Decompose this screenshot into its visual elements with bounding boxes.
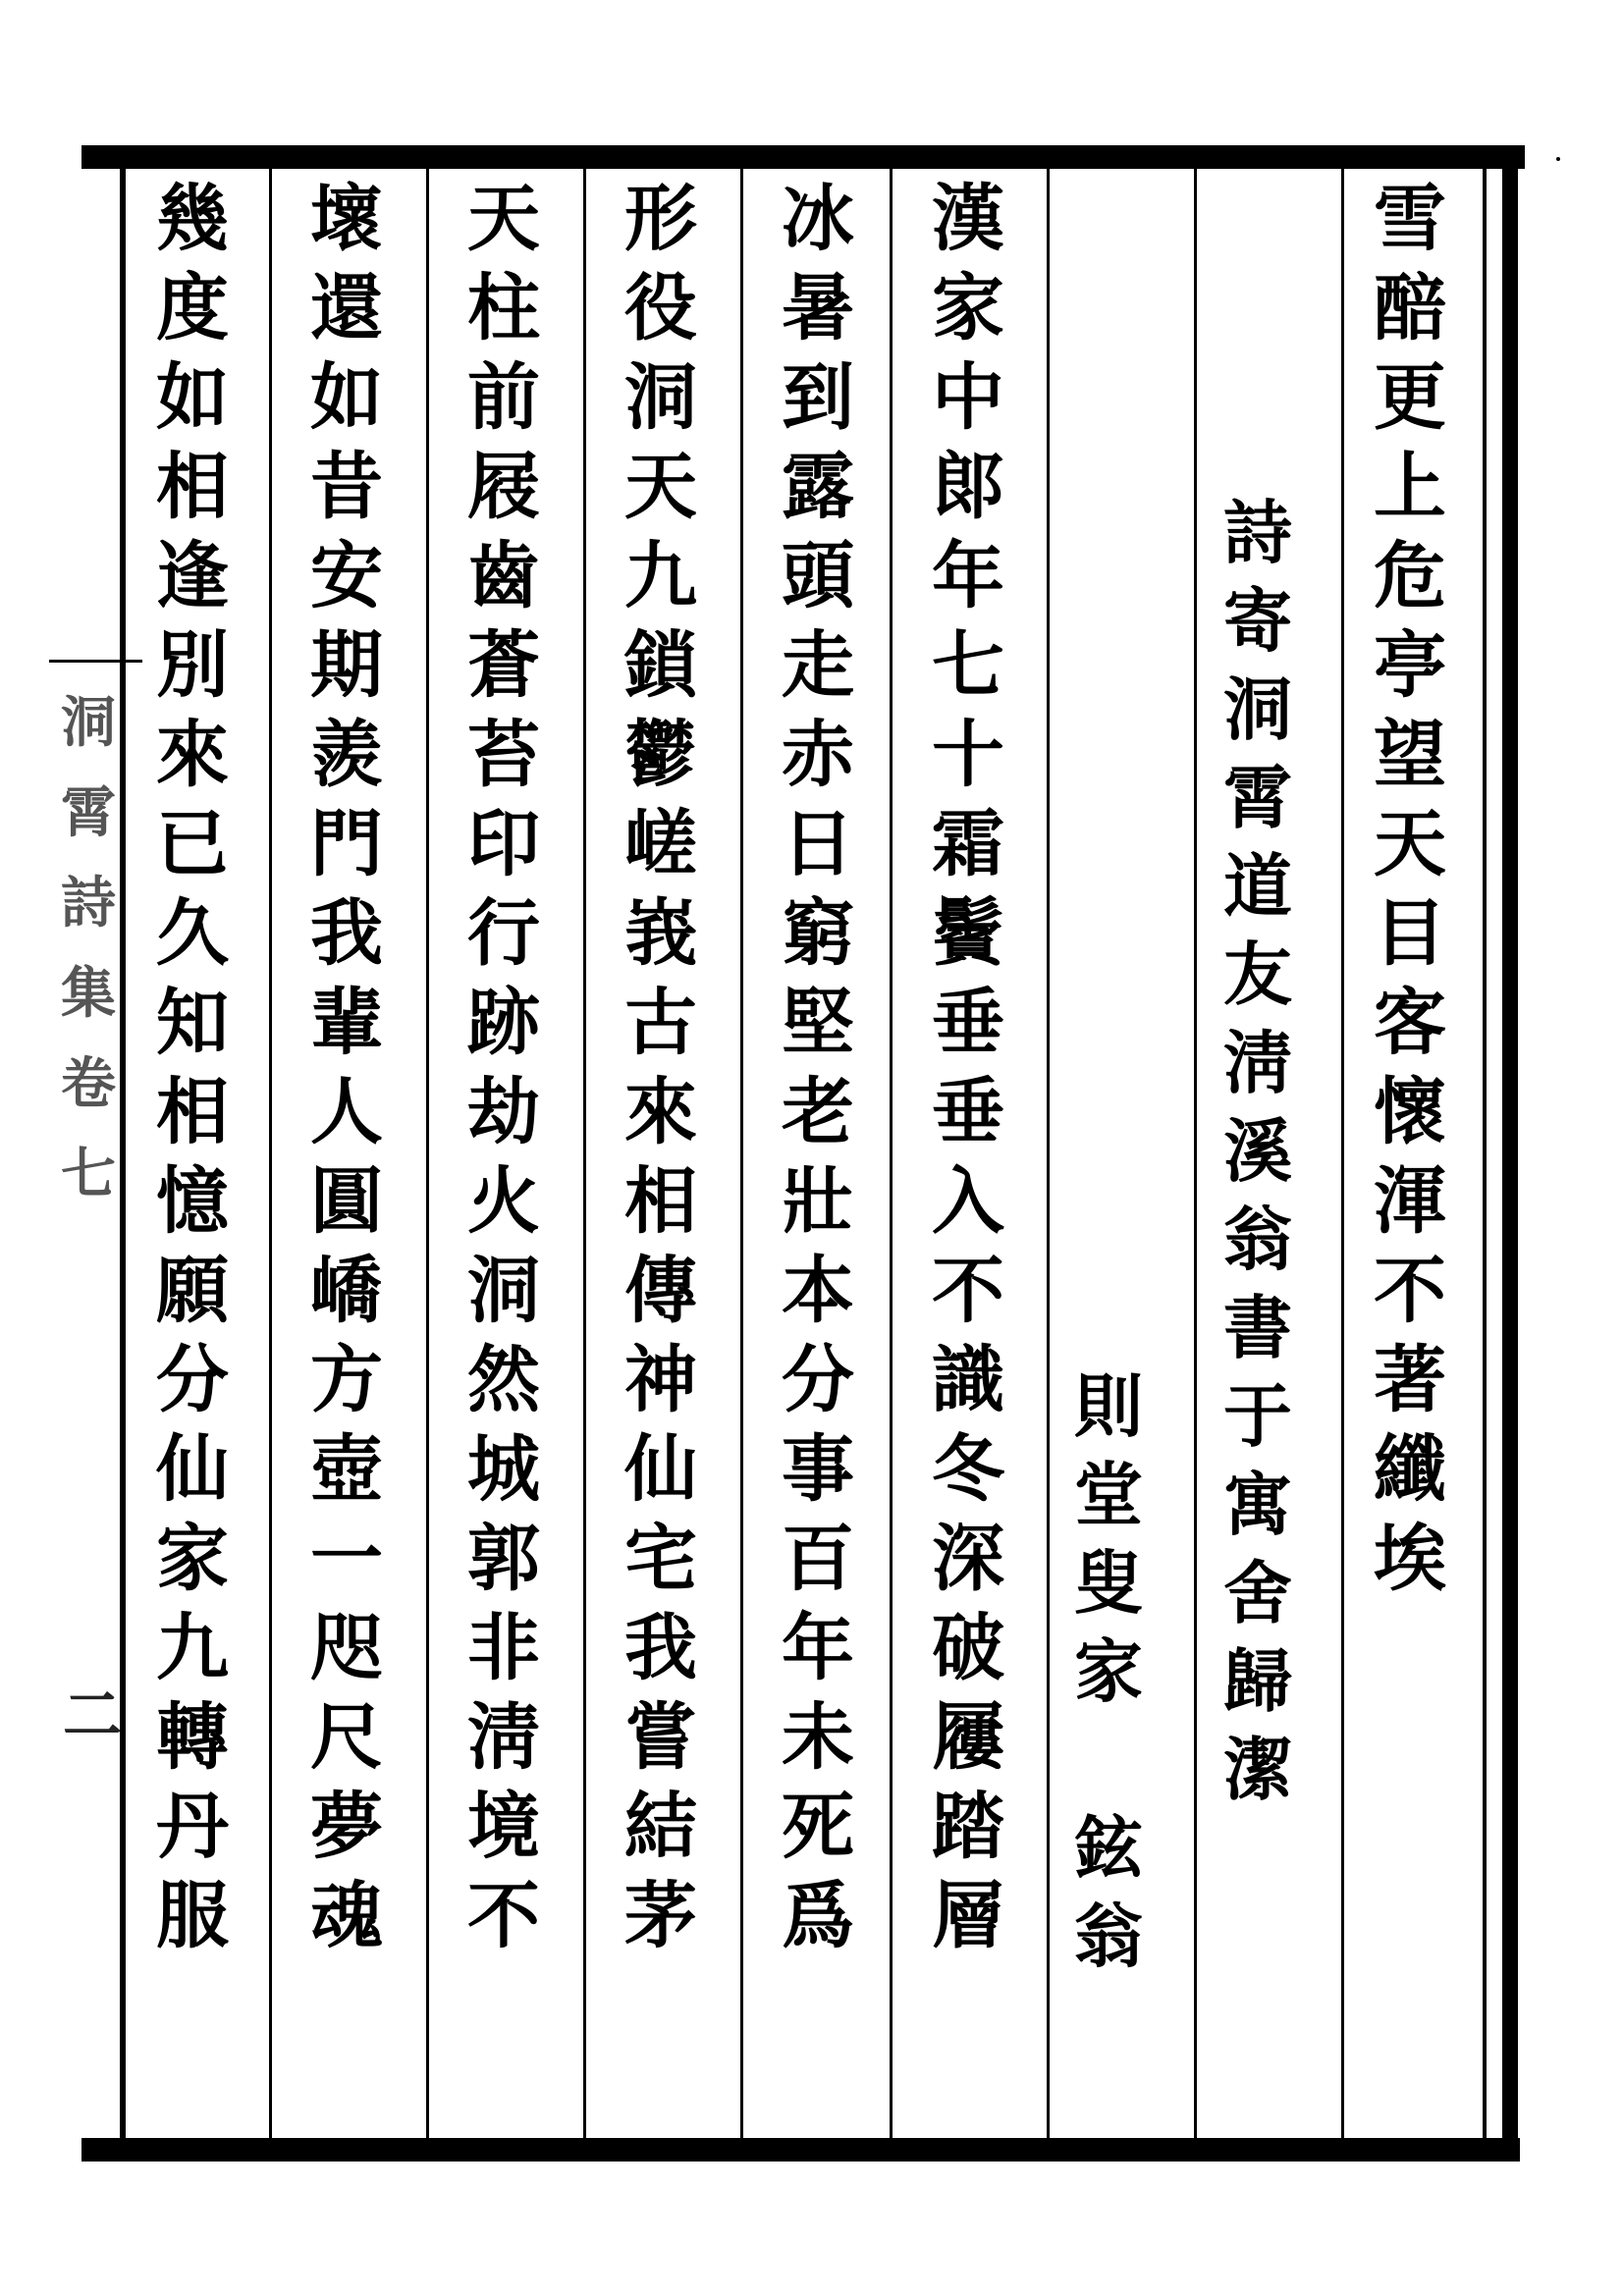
glyph: 咫 xyxy=(310,1606,383,1690)
glyph: 危 xyxy=(1374,534,1446,618)
column-divider xyxy=(1194,167,1197,2140)
glyph: 窮 xyxy=(782,891,854,976)
glyph: 溪 xyxy=(1223,1110,1292,1192)
glyph: 仙 xyxy=(624,1427,697,1512)
glyph: 家 xyxy=(156,1517,229,1601)
glyph: 壺 xyxy=(310,1427,383,1512)
glyph: 安 xyxy=(310,534,383,618)
glyph: 冬 xyxy=(932,1427,1004,1512)
glyph: 鬢 xyxy=(932,891,1004,976)
glyph: 印 xyxy=(467,802,540,886)
glyph: 深 xyxy=(932,1517,1004,1601)
glyph: 更 xyxy=(1374,355,1446,440)
glyph: 書 xyxy=(1223,1287,1292,1368)
glyph: 來 xyxy=(624,1070,697,1154)
right-border-outer xyxy=(1502,147,1518,2155)
glyph: 垂 xyxy=(932,1070,1004,1154)
column-divider xyxy=(740,167,743,2140)
glyph: 卷 xyxy=(61,1051,116,1116)
glyph: 丹 xyxy=(156,1785,229,1869)
glyph: 分 xyxy=(782,1338,854,1422)
glyph: 洞 xyxy=(624,355,697,440)
glyph: 傳 xyxy=(624,1249,697,1333)
glyph: 齒 xyxy=(467,534,540,618)
glyph: 爲 xyxy=(782,1874,854,1958)
glyph: 結 xyxy=(624,1785,697,1869)
glyph: 叟 xyxy=(1074,1542,1143,1624)
glyph: 亭 xyxy=(1374,623,1446,708)
column-divider xyxy=(1341,167,1344,2140)
top-border xyxy=(81,145,1525,169)
text-column-2 xyxy=(1217,489,1298,2159)
glyph: 百 xyxy=(782,1517,854,1601)
glyph: 輩 xyxy=(310,981,383,1065)
glyph: 歸 xyxy=(1223,1640,1292,1722)
glyph: 我 xyxy=(310,891,383,976)
margin-title xyxy=(59,677,118,1219)
glyph: 鉉 xyxy=(1074,1807,1143,1889)
glyph: 埃 xyxy=(1374,1517,1446,1601)
glyph: 翁 xyxy=(1074,1896,1143,1977)
glyph: 蒼 xyxy=(467,623,540,708)
glyph: 不 xyxy=(1374,1249,1446,1333)
glyph: 宅 xyxy=(624,1517,697,1601)
glyph: 夢 xyxy=(310,1785,383,1869)
glyph: 相 xyxy=(624,1159,697,1244)
glyph: 尺 xyxy=(310,1695,383,1780)
glyph: 垂 xyxy=(932,981,1004,1065)
glyph: 分 xyxy=(156,1338,229,1422)
glyph: 魂 xyxy=(310,1874,383,1958)
glyph: 家 xyxy=(1074,1630,1143,1712)
glyph: 羨 xyxy=(310,713,383,797)
glyph: 服 xyxy=(156,1874,229,1958)
glyph: 還 xyxy=(310,266,383,350)
glyph: 則 xyxy=(1074,1365,1143,1447)
glyph: 期 xyxy=(310,623,383,708)
glyph: 形 xyxy=(624,177,697,261)
glyph: 淸 xyxy=(467,1695,540,1780)
glyph: 潔 xyxy=(1223,1729,1292,1810)
glyph: 圓 xyxy=(310,1159,383,1244)
glyph: 詩 xyxy=(61,871,116,935)
glyph: 轉 xyxy=(156,1695,229,1780)
text-column-8 xyxy=(306,175,387,2159)
glyph: 來 xyxy=(156,713,229,797)
glyph: 霄 xyxy=(1223,757,1292,838)
glyph: 懷 xyxy=(1374,1070,1446,1154)
glyph: 漢 xyxy=(932,177,1004,261)
glyph: 非 xyxy=(467,1606,540,1690)
glyph: 堅 xyxy=(782,981,854,1065)
glyph: 踏 xyxy=(932,1785,1004,1869)
column-divider xyxy=(583,167,586,2140)
glyph xyxy=(1068,1716,1149,1804)
column-divider xyxy=(1047,167,1050,2140)
glyph: 茅 xyxy=(624,1874,697,1958)
glyph: 詩 xyxy=(1223,492,1292,573)
glyph: 壞 xyxy=(310,177,383,261)
glyph: 火 xyxy=(467,1159,540,1244)
glyph: 九 xyxy=(624,534,697,618)
glyph: 十 xyxy=(932,713,1004,797)
glyph: 嶠 xyxy=(310,1249,383,1333)
fold-mark xyxy=(49,660,142,663)
glyph: 走 xyxy=(782,623,854,708)
text-column-7 xyxy=(463,175,544,2159)
glyph: 識 xyxy=(932,1338,1004,1422)
glyph: 前 xyxy=(467,355,540,440)
glyph: 纖 xyxy=(1374,1427,1446,1512)
glyph: 行 xyxy=(467,891,540,976)
glyph: 霄 xyxy=(61,780,116,845)
column-divider xyxy=(269,167,272,2140)
glyph: 幾 xyxy=(156,177,229,261)
glyph: 望 xyxy=(1374,713,1446,797)
page-number: 二 xyxy=(63,1682,122,1750)
glyph: 人 xyxy=(310,1070,383,1154)
glyph: 露 xyxy=(782,445,854,529)
glyph: 入 xyxy=(932,1159,1004,1244)
glyph: 道 xyxy=(1223,845,1292,927)
glyph: 昔 xyxy=(310,445,383,529)
glyph: 于 xyxy=(1223,1375,1292,1457)
glyph: 七 xyxy=(61,1142,116,1206)
glyph: 九 xyxy=(156,1606,229,1690)
glyph: 度 xyxy=(156,266,229,350)
glyph: 醅 xyxy=(1374,266,1446,350)
glyph: 門 xyxy=(310,802,383,886)
glyph: 雪 xyxy=(1374,177,1446,261)
glyph: 家 xyxy=(932,266,1004,350)
text-column-1 xyxy=(1370,175,1450,2159)
glyph: 柱 xyxy=(467,266,540,350)
glyph: 破 xyxy=(932,1606,1004,1690)
glyph: 然 xyxy=(467,1338,540,1422)
glyph: 頭 xyxy=(782,534,854,618)
glyph: 別 xyxy=(156,623,229,708)
glyph: 冰 xyxy=(782,177,854,261)
glyph: 寓 xyxy=(1223,1464,1292,1545)
glyph: 集 xyxy=(61,961,116,1026)
glyph: 境 xyxy=(467,1785,540,1869)
glyph: 未 xyxy=(782,1695,854,1780)
glyph: 渾 xyxy=(1374,1159,1446,1244)
glyph: 日 xyxy=(782,802,854,886)
glyph: 神 xyxy=(624,1338,697,1422)
glyph: 不 xyxy=(932,1249,1004,1333)
glyph: 本 xyxy=(782,1249,854,1333)
glyph: 願 xyxy=(156,1249,229,1333)
glyph: 郭 xyxy=(467,1517,540,1601)
glyph: 層 xyxy=(932,1874,1004,1958)
glyph: 逢 xyxy=(156,534,229,618)
glyph: 翁 xyxy=(1223,1199,1292,1280)
glyph: 年 xyxy=(782,1606,854,1690)
glyph: 舍 xyxy=(1223,1552,1292,1633)
glyph: 老 xyxy=(782,1070,854,1154)
glyph: 中 xyxy=(932,355,1004,440)
glyph: 天 xyxy=(1374,802,1446,886)
glyph: 年 xyxy=(932,534,1004,618)
right-border-inner xyxy=(1483,147,1487,2155)
glyph: 洞 xyxy=(1223,668,1292,750)
glyph: 赤 xyxy=(782,713,854,797)
text-column-6 xyxy=(621,175,701,2159)
glyph: 如 xyxy=(156,355,229,440)
glyph: 壯 xyxy=(782,1159,854,1244)
glyph: 事 xyxy=(782,1427,854,1512)
glyph: 霜 xyxy=(932,802,1004,886)
glyph: 我 xyxy=(624,1606,697,1690)
glyph: 客 xyxy=(1374,981,1446,1065)
glyph: 方 xyxy=(310,1338,383,1422)
glyph: 洞 xyxy=(61,690,116,755)
column-divider xyxy=(426,167,429,2140)
glyph: 七 xyxy=(932,623,1004,708)
glyph: 相 xyxy=(156,445,229,529)
glyph: 古 xyxy=(624,981,697,1065)
glyph: 憶 xyxy=(156,1159,229,1244)
glyph: 鎖 xyxy=(624,623,697,708)
glyph: 知 xyxy=(156,981,229,1065)
glyph: 著 xyxy=(1374,1338,1446,1422)
glyph: 死 xyxy=(782,1785,854,1869)
glyph: 屨 xyxy=(932,1695,1004,1780)
text-column-9 xyxy=(152,175,233,2159)
glyph: 淸 xyxy=(1223,1022,1292,1103)
glyph: 不 xyxy=(467,1874,540,1958)
glyph: 已 xyxy=(156,802,229,886)
glyph: 苔 xyxy=(467,713,540,797)
glyph: 久 xyxy=(156,891,229,976)
ink-speck xyxy=(1556,157,1560,161)
glyph: 友 xyxy=(1223,934,1292,1015)
glyph: 相 xyxy=(156,1070,229,1154)
glyph: 暑 xyxy=(782,266,854,350)
glyph: 上 xyxy=(1374,445,1446,529)
glyph: 一 xyxy=(310,1517,383,1601)
glyph: 城 xyxy=(467,1427,540,1512)
glyph: 目 xyxy=(1374,891,1446,976)
glyph: 寄 xyxy=(1223,580,1292,662)
glyph: 如 xyxy=(310,355,383,440)
text-column-4 xyxy=(928,175,1008,2159)
glyph: 天 xyxy=(624,445,697,529)
glyph: 郞 xyxy=(932,445,1004,529)
glyph: 到 xyxy=(782,355,854,440)
glyph: 屐 xyxy=(467,445,540,529)
glyph: 峩 xyxy=(624,891,697,976)
text-column-3 xyxy=(1068,1362,1149,2159)
glyph: 嵯 xyxy=(624,802,697,886)
glyph: 洞 xyxy=(467,1249,540,1333)
glyph: 堂 xyxy=(1074,1454,1143,1535)
glyph: 役 xyxy=(624,266,697,350)
column-divider xyxy=(890,167,893,2140)
glyph: 仙 xyxy=(156,1427,229,1512)
glyph: 劫 xyxy=(467,1070,540,1154)
glyph: 鬱 xyxy=(624,713,697,797)
left-border xyxy=(120,167,126,2140)
glyph: 嘗 xyxy=(624,1695,697,1780)
glyph: 跡 xyxy=(467,981,540,1065)
text-column-5 xyxy=(778,175,858,2159)
glyph: 天 xyxy=(467,177,540,261)
